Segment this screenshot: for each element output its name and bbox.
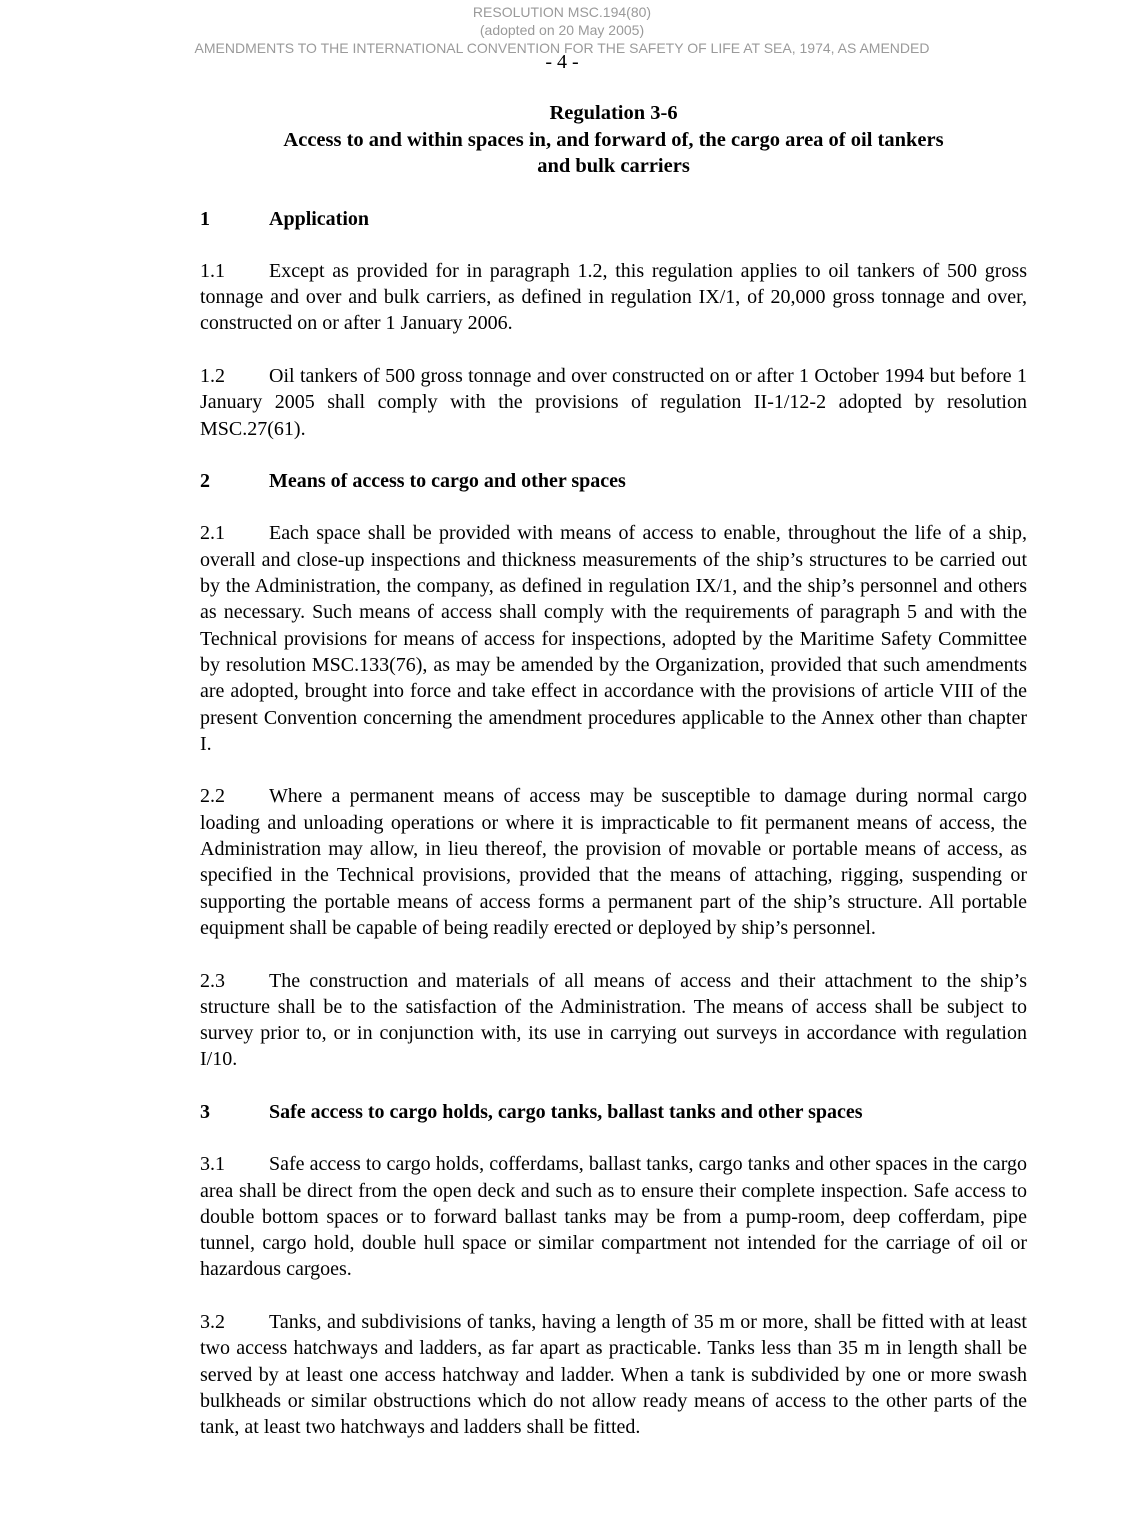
regulation-title <box>200 100 1027 180</box>
regulation-title-line: and bulk carriers <box>537 155 690 177</box>
paragraph-number: 2.3 <box>200 969 225 992</box>
paragraph-number: 2.2 <box>200 785 225 808</box>
page-number: - 4 - <box>545 51 579 73</box>
header-amendments-title: AMENDMENTS TO THE INTERNATIONAL CONVENTION FOR THE SAFETY OF LIFE AT SEA, 1974, AS AMENDED <box>194 40 930 56</box>
section-number: 3 <box>200 1101 210 1123</box>
section-heading <box>200 1099 1027 1125</box>
paragraph <box>200 258 1027 337</box>
regulation-number: Regulation 3-6 <box>549 102 678 124</box>
paragraph-number: 2.1 <box>200 522 225 545</box>
section-heading <box>200 206 1027 232</box>
paragraph-text: Except as provided for in paragraph 1.2, this regulation applies to oil tankers of 500 gross tonnage and over and bulk carriers, as defined in regulation IX/1, of 20,000 gross tonnage and over, constructed on or after 1 January 2006. <box>200 259 1027 335</box>
paragraph <box>200 520 1027 757</box>
header-resolution: RESOLUTION MSC.194(80) <box>472 4 652 20</box>
section-number: 1 <box>200 207 210 230</box>
paragraph <box>200 968 1027 1073</box>
paragraph-text: Safe access to cargo holds, cofferdams, ballast tanks, cargo tanks and other spaces in the cargo area shall be direct from the open deck and such as to ensure their complete inspection. Safe access to double bottom spaces or to forward ballast tanks may be from a pump-room, deep cofferdam, pipe tunnel, cargo hold, double hull space or similar compartment not intended for the carriage of oil or hazardous cargoes. <box>200 1153 1027 1281</box>
regulation-title-line: Access to and within spaces in, and forward of, the cargo area of oil tankers <box>283 128 944 151</box>
paragraph-text: The construction and materials of all means of access and their attachment to the ship’s structure shall be to the satisfaction of the Administration. The means of access shall be subject to survey prior to, or in conjunction with, its use in carrying out surveys in accordance with regulation I/10. <box>200 969 1027 1071</box>
document-body <box>200 100 1027 1467</box>
paragraph-number: 3.1 <box>200 1153 225 1176</box>
paragraph-number: 3.2 <box>200 1311 225 1334</box>
paragraph-text: Oil tankers of 500 gross tonnage and over constructed on or after 1 October 1994 but before 1 January 2005 shall comply with the provisions of regulation II-1/12-2 adopted by resolution MSC.27(61). <box>200 364 1027 440</box>
paragraph <box>200 1309 1027 1440</box>
paragraph <box>200 783 1027 941</box>
section-title: Means of access to cargo and other spaces <box>269 470 626 493</box>
paragraph <box>200 363 1027 442</box>
paragraph-text: Where a permanent means of access may be susceptible to damage during normal cargo loading and unloading operations or where it is impracticable to fit permanent means of access, the Administration may allow, in lieu thereof, the provision of movable or portable means of access, as specified in the Technical provisions, provided that the means of attaching, rigging, suspending or supporting the portable means of access forms a permanent part of the ship’s structure. All portable equipment shall be capable of being readily erected or deployed by ship’s personnel. <box>200 785 1027 939</box>
section-heading <box>200 468 1027 494</box>
paragraph-number: 1.2 <box>200 364 225 387</box>
section-title: Application <box>269 207 370 230</box>
section-title: Safe access to cargo holds, cargo tanks, ballast tanks and other spaces <box>269 1101 863 1123</box>
paragraph-text: Tanks, and subdivisions of tanks, having a length of 35 m or more, shall be fitted with at least two access hatchways and ladders, as far apart as practicable. Tanks less than 35 m in length shall be served by at least one access hatchway and ladder. When a tank is subdivided by one or more swash bulkheads or similar obstructions which do not allow ready means of access to the other parts of the tank, at least two hatchways and ladders shall be fitted. <box>200 1311 1027 1439</box>
paragraph-text: Each space shall be provided with means of access to enable, throughout the life of a ship, overall and close-up inspections and thickness measurements of the ship’s structures to be carried out by the Administration, the company, as defined in regulation IX/1, and the ship’s personnel and others as necessary. Such means of access shall comply with the requirements of paragraph 5 and with the Technical provisions for means of access for inspections, adopted by the Maritime Safety Committee by resolution MSC.133(76), as may be amended by the Organization, provided that such amendments are adopted, brought into force and take effect in accordance with the provisions of article VIII of the present Convention concerning the amendment procedures applicable to the Annex other than chapter I. <box>200 522 1027 755</box>
header-adoption-date: (adopted on 20 May 2005) <box>479 22 645 38</box>
paragraph-number: 1.1 <box>200 259 225 282</box>
section-number: 2 <box>200 470 210 493</box>
paragraph <box>200 1151 1027 1282</box>
